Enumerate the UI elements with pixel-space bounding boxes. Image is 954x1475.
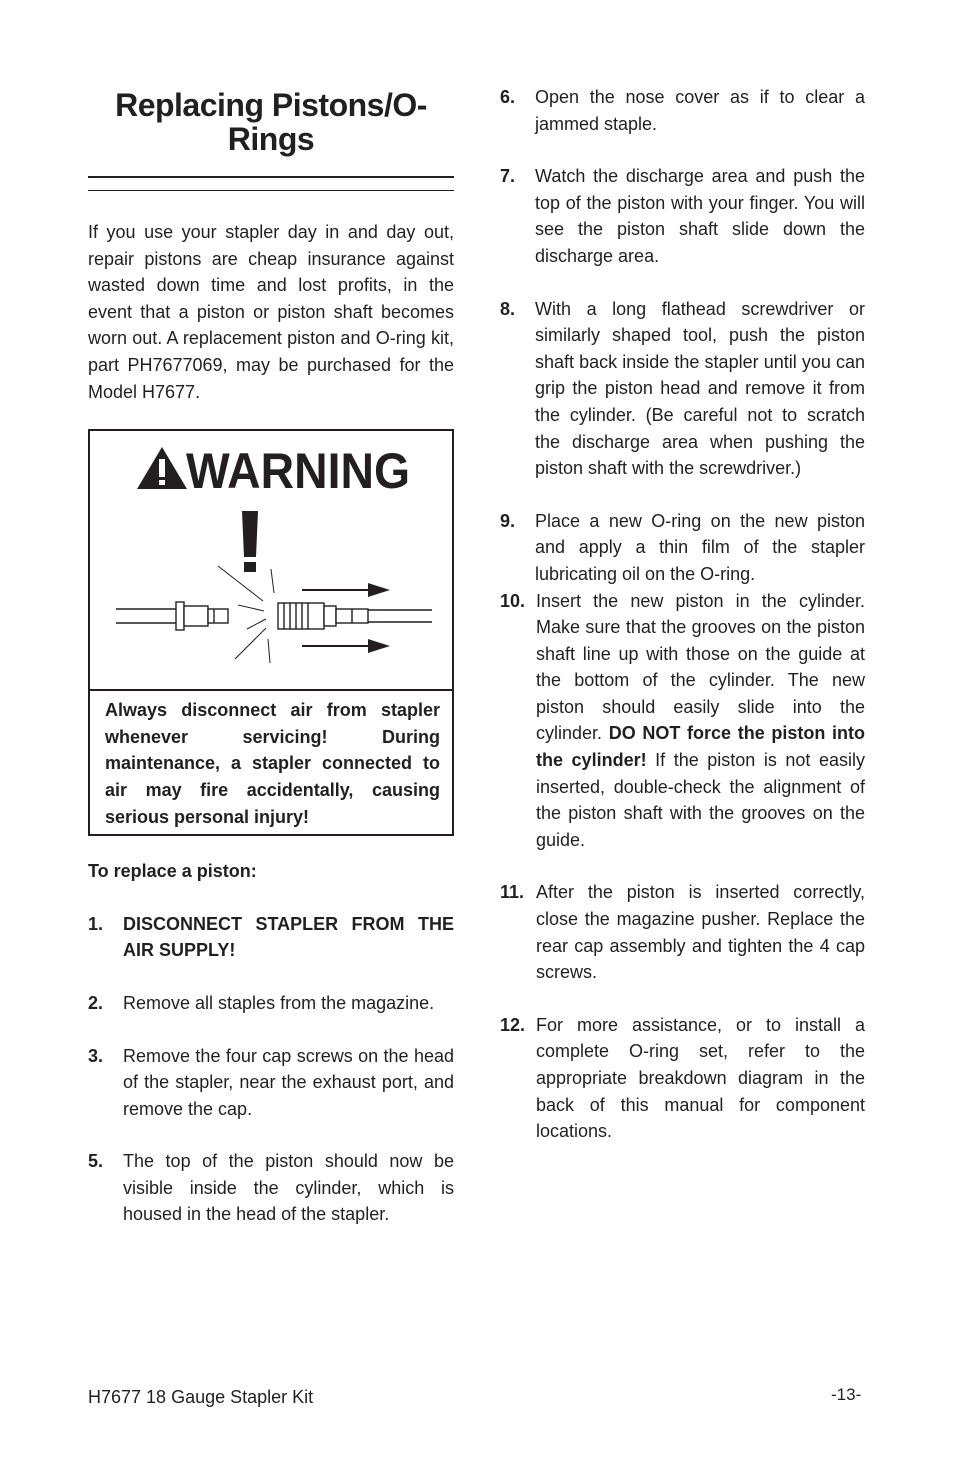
exclamation-icon — [242, 511, 258, 572]
step-text: Place a new O-ring on the new piston and apply a thin film of the stapler lubricating oil on the O-ring. — [535, 510, 865, 584]
step-text: Remove the four cap screws on the head of the stapler, near the exhaust port, and remove the cap. — [123, 1045, 454, 1119]
step-text: With a long flathead screwdriver or similarly shaped tool, push the piston shaft back inside the stapler until you can grip the piston head and remove it from the cylinder. (Be careful not to scratch the discharge area when pushing the piston shaft with the screwdriver.) — [535, 298, 865, 479]
step-number: 2. — [88, 992, 104, 1013]
step-number: 9. — [500, 510, 516, 531]
step-number: 5. — [88, 1151, 104, 1172]
page-number: -13- — [831, 1385, 862, 1404]
step-text: After the piston is inserted correctly, close the magazine pusher. Replace the rear cap assembly and tighten the 4 cap screws. — [536, 882, 865, 983]
step-item — [88, 990, 454, 1017]
step-text: Remove all staples from the magazine. — [123, 992, 435, 1013]
step-item — [500, 508, 865, 588]
step-number: 3. — [88, 1045, 104, 1066]
title-divider — [88, 176, 454, 191]
step-text — [536, 588, 865, 854]
step-item — [88, 1043, 454, 1123]
warning-heading: WARNING — [186, 443, 410, 500]
step-item — [500, 84, 865, 137]
step-text: DISCONNECT STAPLER FROM THE AIR SUPPLY! — [123, 913, 454, 961]
warning-illustration — [90, 431, 452, 689]
warning-triangle-icon — [137, 447, 187, 489]
step-number: 1. — [88, 913, 104, 934]
air-hose-plug-icon — [116, 602, 228, 630]
right-column — [500, 84, 865, 1145]
step-item — [500, 163, 865, 269]
step-text-part: Insert the new piston in the cylinder. Make sure that the grooves on the piston shaft line up with those on the guide at the bottom of the cylinder. The new piston should easily slide into the cylinder. — [536, 590, 865, 744]
left-column — [88, 84, 454, 1228]
step-item — [88, 1148, 454, 1228]
warning-box — [88, 429, 454, 836]
step-number: 12. — [500, 1014, 526, 1035]
step-text: Open the nose cover as if to clear a jammed staple. — [535, 87, 865, 134]
step-number: 6. — [500, 87, 516, 107]
title-rule-thick — [88, 176, 454, 178]
step-text-emphasis: DO NOT force the piston into the cylinder! — [536, 723, 865, 771]
step-item — [88, 911, 454, 964]
footer-model: H7677 18 Gauge Stapler Kit — [88, 1387, 314, 1407]
step-number: 8. — [500, 298, 516, 319]
step-number: 11. — [500, 882, 525, 903]
section-subhead: To replace a piston: — [88, 861, 257, 882]
step-text-part: If the piston is not easily inserted, double-check the alignment of the piston shaft with the grooves on the guide. — [536, 750, 865, 850]
step-number: 7. — [500, 166, 516, 187]
page-title: Replacing Pistons/O-Rings — [115, 87, 427, 157]
step-item — [500, 1012, 865, 1145]
step-text: For more assistance, or to install a complete O-ring set, refer to the appropriate breakdown diagram in the back of this manual for component locations. — [536, 1014, 865, 1142]
step-item — [500, 879, 865, 985]
title-rule-thin — [88, 190, 454, 191]
intro-paragraph: If you use your stapler day in and day out, repair pistons are cheap insurance against wasted down time and lost profits, in the event that a piston or piston shaft becomes worn out. A replacement piston and O-ring kit, part PH7677069, may be purchased for the Model H7677. — [88, 222, 454, 402]
step-text: The top of the piston should now be visible inside the cylinder, which is housed in the head of the stapler. — [123, 1151, 454, 1225]
warning-text: Always disconnect air from stapler whenever servicing! During maintenance, a stapler connected to air may fire accidentally, causing serious personal injury! — [105, 700, 440, 827]
air-hose-coupler-icon — [278, 603, 432, 629]
step-item — [500, 296, 865, 482]
step-text: Watch the discharge area and push the top of the piston with your finger. You will see the piston shaft slide down the discharge area. — [535, 166, 865, 266]
step-item — [500, 588, 865, 854]
step-number: 10. — [500, 590, 526, 611]
warning-graphic — [90, 431, 452, 691]
